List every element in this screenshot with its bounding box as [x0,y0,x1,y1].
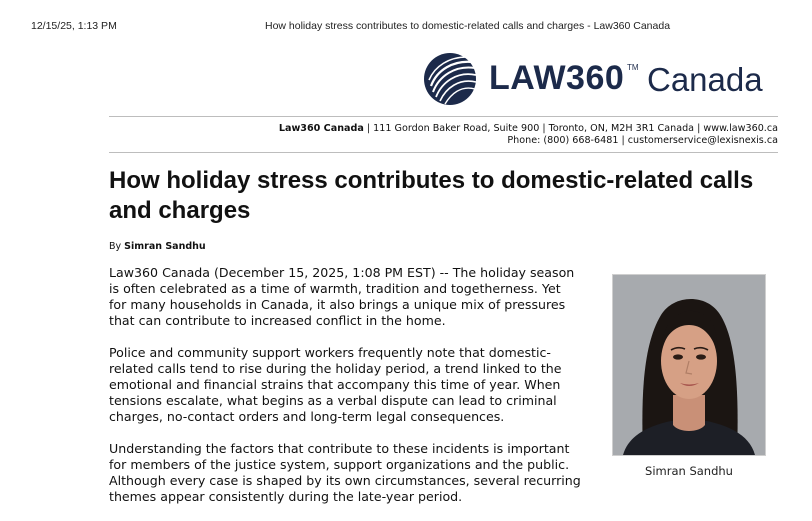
article-paragraph: Police and community support workers frequently note that domestic- related calls tend to rise during the holiday period, a trend linked to the emotional and financial strains that accompany this time of year. When tensions escalate, what begins as a verbal dispute can lead to criminal charges, no-contact orders and long-term legal consequences. [109,345,562,424]
contact-phone-line: Phone: (800) 668-6481 | customerservice@lexisnexis.ca [507,135,778,146]
photo-caption: Simran Sandhu [645,464,733,478]
law360-canada-logo[interactable] [423,52,768,108]
article-headline: How holiday stress contributes to domestic-related calls and charges [109,167,754,224]
print-page-title: How holiday stress contributes to domestic-related calls and charges - Law360 Canada [265,20,671,32]
contact-address-line [279,123,778,135]
byline [109,241,206,252]
contact-company: Law360 Canada [278,123,364,134]
print-date: 12/15/25, 1:13 PM [31,20,117,32]
print-header [0,20,812,34]
article-paragraph: Understanding the factors that contribute to these incidents is important for members of the justice system, support organizations and the public. Although every case is shaped by its own circumstances, several recurring themes appear consistently during the late-year period. [109,441,581,504]
header-divider-top [109,116,778,117]
author-photo [612,274,766,456]
article-paragraph: Law360 Canada (December 15, 2025, 1:08 PM EST) -- The holiday season is often celebrated as a time of warmth, tradition and togetherness. Yet for many households in Canada, it also brings a unique mix of pressures that can contribute to increased conflict in the home. [109,265,575,328]
article-body [109,265,604,521]
globe-logo-icon [423,52,477,106]
logo-wordmark: LAW360 [489,59,625,97]
logo-trademark: TM [627,63,639,72]
byline-prefix: By [109,241,125,252]
author-portrait-image [613,275,765,455]
byline-author[interactable]: Simran Sandhu [124,241,206,252]
contact-address: | 111 Gordon Baker Road, Suite 900 | Toronto, ON, M2H 3R1 Canada | www.law360.ca [363,123,778,134]
header-divider-bottom [109,152,778,153]
contact-info [279,123,778,147]
logo-region: Canada [647,61,763,98]
